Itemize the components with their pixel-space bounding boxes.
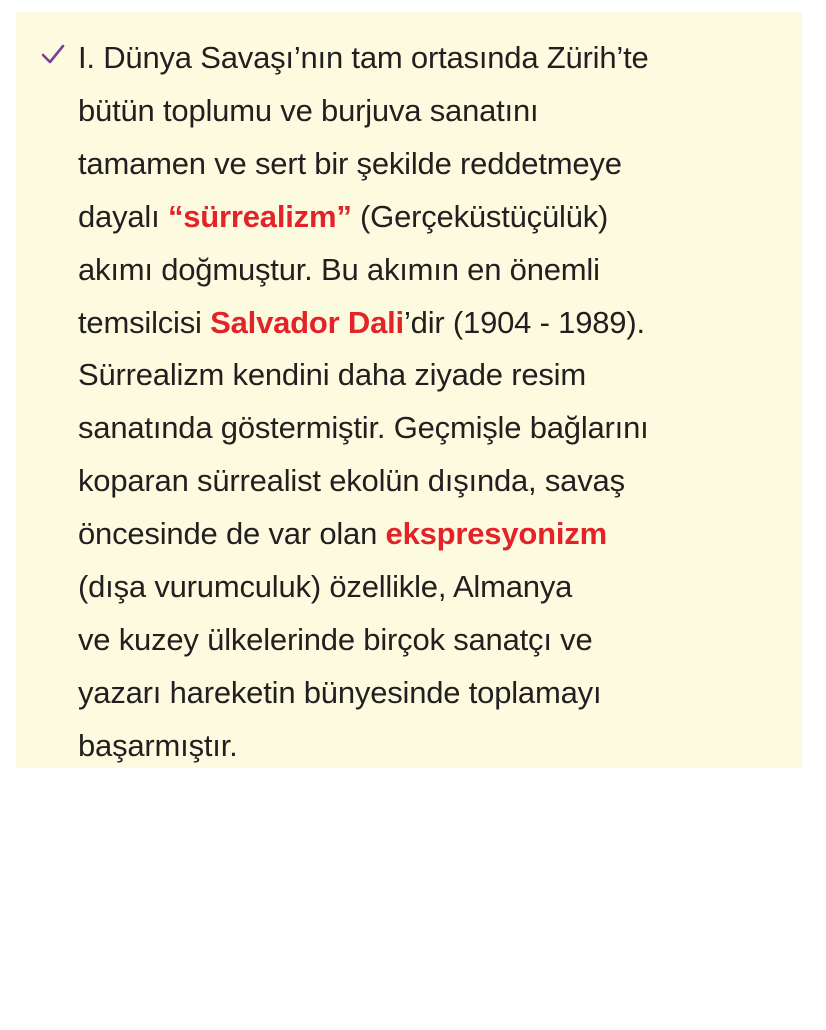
highlight-surrealism: “sürrealizm” — [167, 198, 352, 234]
text-line — [78, 614, 796, 667]
text-line — [78, 508, 796, 561]
text-segment: akımı doğmuştur. Bu akımın en önemli — [78, 251, 600, 287]
note-paragraph — [78, 32, 796, 773]
text-segment: koparan sürrealist ekolün dışında, savaş — [78, 463, 625, 499]
text-line — [78, 297, 796, 350]
text-line — [78, 138, 796, 191]
text-line — [78, 349, 796, 402]
text-line — [78, 402, 796, 455]
checkmark-icon — [40, 42, 66, 68]
text-line — [78, 191, 796, 244]
text-segment: öncesinde de var olan — [78, 516, 386, 552]
text-line — [78, 85, 796, 138]
text-line — [78, 32, 796, 85]
note-box — [16, 12, 802, 768]
highlight-salvador-dali: Salvador Dali — [210, 304, 404, 340]
text-segment: (Gerçeküstüçülük) — [351, 198, 609, 234]
text-line — [78, 244, 796, 297]
text-segment: başarmıştır. — [78, 727, 238, 763]
text-segment: dayalı — [78, 198, 168, 234]
highlight-expressionism: ekspresyonizm — [385, 516, 607, 552]
text-segment: I. Dünya Savaşı’nın tam ortasında Zürih’te — [78, 40, 649, 75]
text-segment: bütün toplumu ve burjuva sanatını — [78, 92, 539, 128]
text-segment: tamamen ve sert bir şekilde reddetmeye — [78, 145, 622, 181]
text-segment: ve kuzey ülkelerinde birçok sanatçı ve — [78, 621, 593, 657]
text-segment: ’dir (1904 - 1989). — [403, 304, 645, 340]
text-line — [78, 720, 796, 773]
text-segment: yazarı hareketin bünyesinde toplamayı — [78, 674, 602, 710]
text-segment: (dışa vurumculuk) özellikle, Almanya — [78, 569, 573, 605]
text-segment: sanatında göstermiştir. Geçmişle bağlarını — [78, 410, 649, 446]
text-segment: Sürrealizm kendini daha ziyade resim — [78, 357, 586, 393]
text-line — [78, 561, 796, 614]
text-line — [78, 667, 796, 720]
text-segment: temsilcisi — [78, 304, 211, 340]
text-line — [78, 455, 796, 508]
